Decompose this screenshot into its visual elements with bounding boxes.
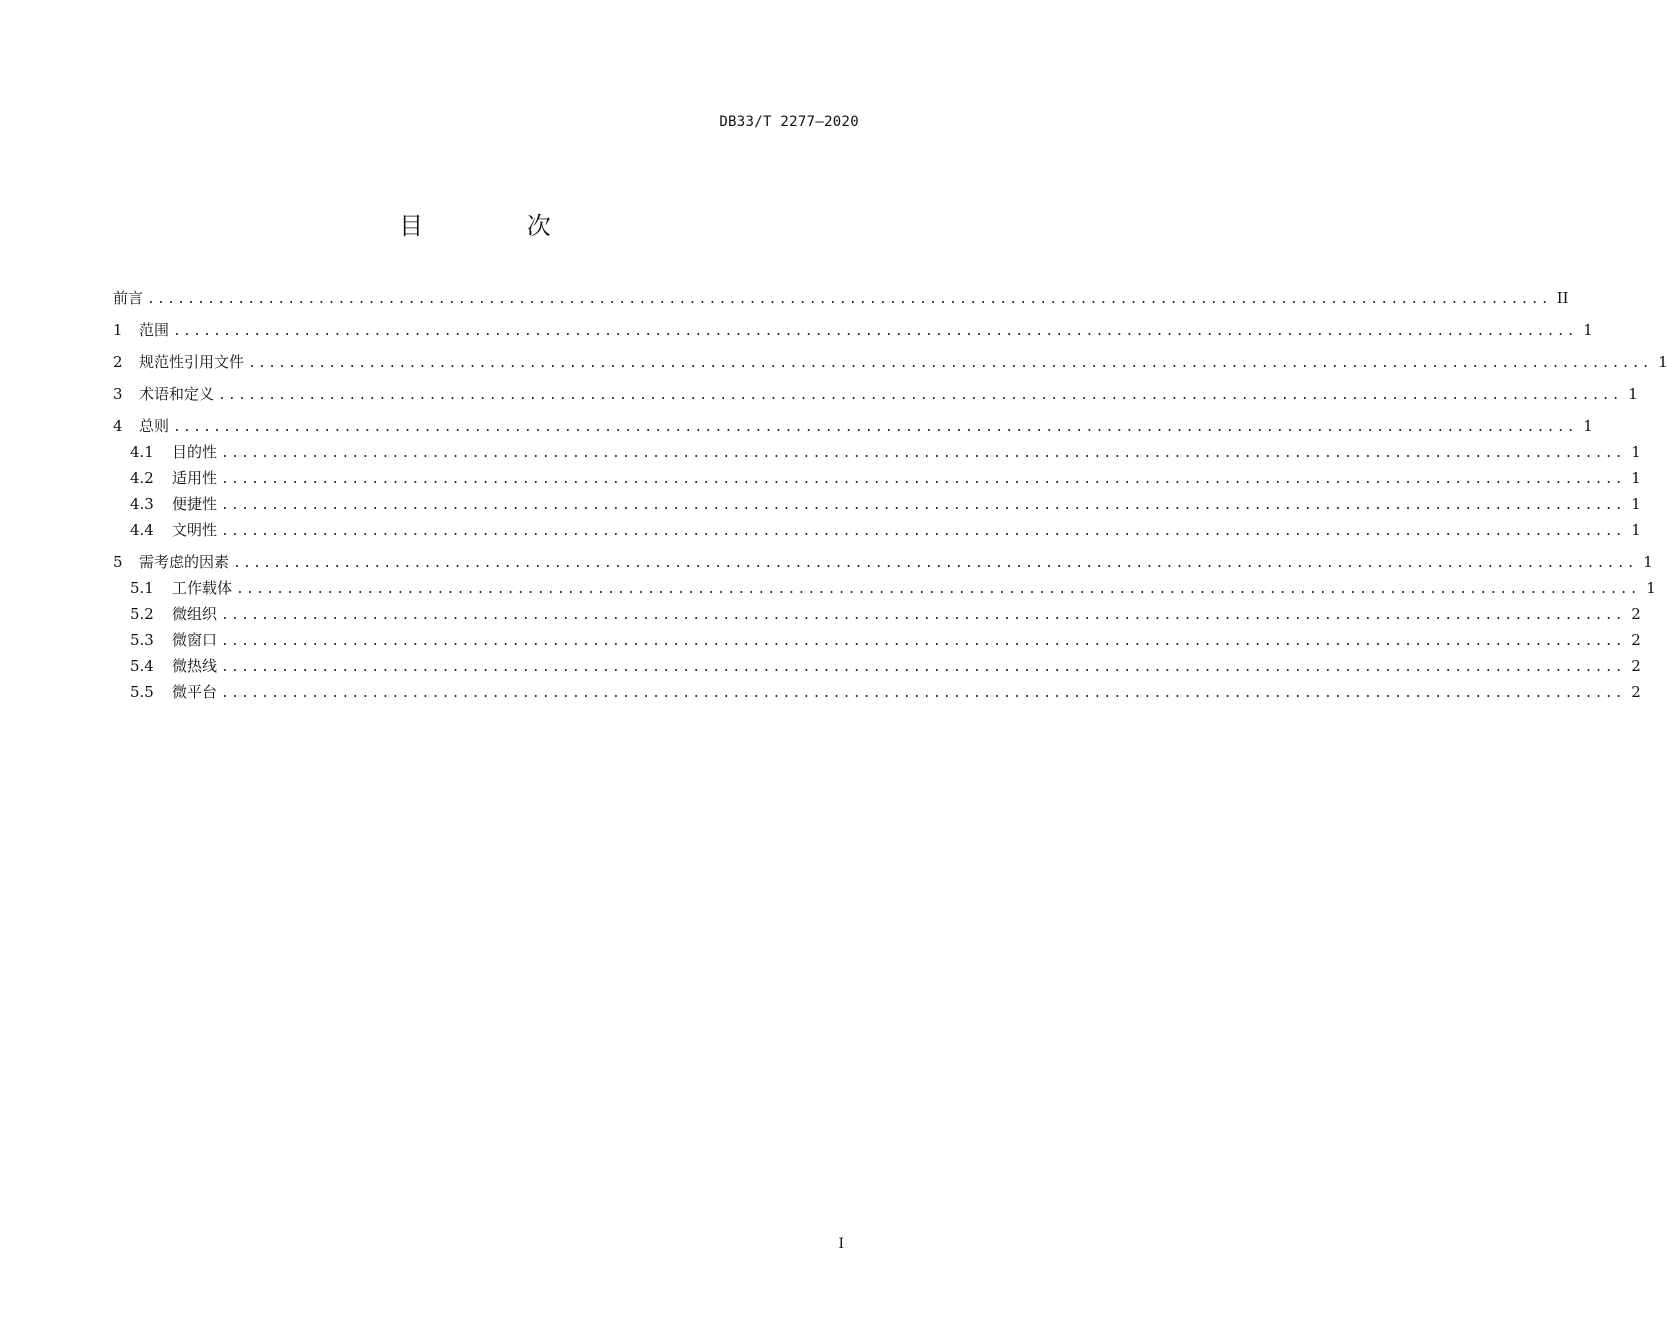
toc-dot-leader: ............................................................................................................................................	[236, 582, 1640, 597]
toc-entry-page: 1	[1658, 353, 1668, 371]
toc-entry[interactable]	[113, 518, 1641, 544]
toc-entry-page: 1	[1631, 469, 1641, 487]
toc-entry-page: 1	[1583, 417, 1593, 435]
document-code: DB33/T 2277—2020	[719, 114, 859, 130]
toc-entry[interactable]	[113, 286, 1569, 312]
table-of-contents	[113, 286, 1668, 706]
toc-entry-label: 微窗口	[172, 631, 218, 649]
toc-entry-number: 4	[113, 417, 123, 435]
toc-entry-label: 需考虑的因素	[139, 553, 230, 571]
toc-dot-leader: ............................................................................................................................................	[221, 608, 1625, 623]
toc-entry-number: 3	[113, 385, 123, 403]
toc-entry-label: 微平台	[172, 683, 218, 701]
page-number: I	[838, 1236, 844, 1252]
toc-entry-page: II	[1556, 289, 1569, 307]
toc-entry-page: 2	[1631, 605, 1641, 623]
toc-entry-number: 5.1	[130, 579, 154, 597]
toc-entry-page: 1	[1628, 385, 1638, 403]
toc-entry-label: 适用性	[172, 469, 218, 487]
toc-entry[interactable]	[113, 318, 1593, 344]
toc-entry[interactable]	[113, 414, 1593, 440]
toc-entry-number: 2	[113, 353, 123, 371]
toc-entry-page: 2	[1631, 683, 1641, 701]
toc-entry-label: 范围	[139, 321, 170, 339]
toc-entry[interactable]	[113, 382, 1638, 408]
toc-entry-number: 5.2	[130, 605, 154, 623]
toc-dot-leader: ............................................................................................................................................	[221, 446, 1625, 461]
toc-entry-label: 便捷性	[172, 495, 218, 513]
toc-entry[interactable]	[113, 550, 1653, 576]
toc-dot-leader: ............................................................................................................................................	[173, 324, 1577, 339]
toc-entry-number: 1	[113, 321, 123, 339]
toc-entry-number: 5.4	[130, 657, 154, 675]
toc-dot-leader: ............................................................................................................................................	[221, 524, 1625, 539]
toc-entry-number: 4.4	[130, 521, 154, 539]
toc-entry-page: 1	[1646, 579, 1656, 597]
toc-entry[interactable]	[113, 680, 1641, 706]
toc-entry-label: 工作载体	[172, 579, 233, 597]
toc-entry-number: 4.3	[130, 495, 154, 513]
toc-dot-leader: ............................................................................................................................................	[221, 472, 1625, 487]
toc-dot-leader: ............................................................................................................................................	[221, 498, 1625, 513]
toc-entry-page: 1	[1631, 443, 1641, 461]
toc-entry[interactable]	[113, 350, 1668, 376]
toc-entry[interactable]	[113, 492, 1641, 518]
toc-entry[interactable]	[113, 628, 1641, 654]
toc-entry-page: 1	[1631, 521, 1641, 539]
toc-dot-leader: ............................................................................................................................................	[221, 686, 1625, 701]
page-title: 目 次	[399, 212, 599, 240]
toc-entry-page: 2	[1631, 631, 1641, 649]
toc-entry-label: 前言	[113, 289, 144, 307]
toc-entry-page: 2	[1631, 657, 1641, 675]
toc-entry-number: 5	[113, 553, 123, 571]
toc-dot-leader: ............................................................................................................................................	[221, 660, 1625, 675]
toc-entry[interactable]	[113, 602, 1641, 628]
toc-entry-number: 4.2	[130, 469, 154, 487]
toc-entry[interactable]	[113, 466, 1641, 492]
toc-entry-label: 微热线	[172, 657, 218, 675]
toc-dot-leader: ............................................................................................................................................	[173, 420, 1577, 435]
toc-entry-label: 文明性	[172, 521, 218, 539]
toc-dot-leader: ............................................................................................................................................	[147, 292, 1551, 307]
toc-dot-leader: ............................................................................................................................................	[233, 556, 1637, 571]
toc-dot-leader: ............................................................................................................................................	[221, 634, 1625, 649]
toc-entry-number: 5.5	[130, 683, 154, 701]
toc-entry-label: 微组织	[172, 605, 218, 623]
toc-entry-label: 规范性引用文件	[139, 353, 245, 371]
toc-entry-page: 1	[1583, 321, 1593, 339]
toc-entry-number: 5.3	[130, 631, 154, 649]
toc-entry[interactable]	[113, 576, 1656, 602]
toc-entry-page: 1	[1631, 495, 1641, 513]
toc-entry[interactable]	[113, 440, 1641, 466]
toc-entry-label: 总则	[139, 417, 170, 435]
toc-dot-leader: ............................................................................................................................................	[248, 356, 1652, 371]
toc-entry-label: 目的性	[172, 443, 218, 461]
toc-entry-page: 1	[1643, 553, 1653, 571]
toc-entry-number: 4.1	[130, 443, 154, 461]
toc-entry-label: 术语和定义	[139, 385, 215, 403]
toc-dot-leader: ............................................................................................................................................	[218, 388, 1622, 403]
toc-entry[interactable]	[113, 654, 1641, 680]
